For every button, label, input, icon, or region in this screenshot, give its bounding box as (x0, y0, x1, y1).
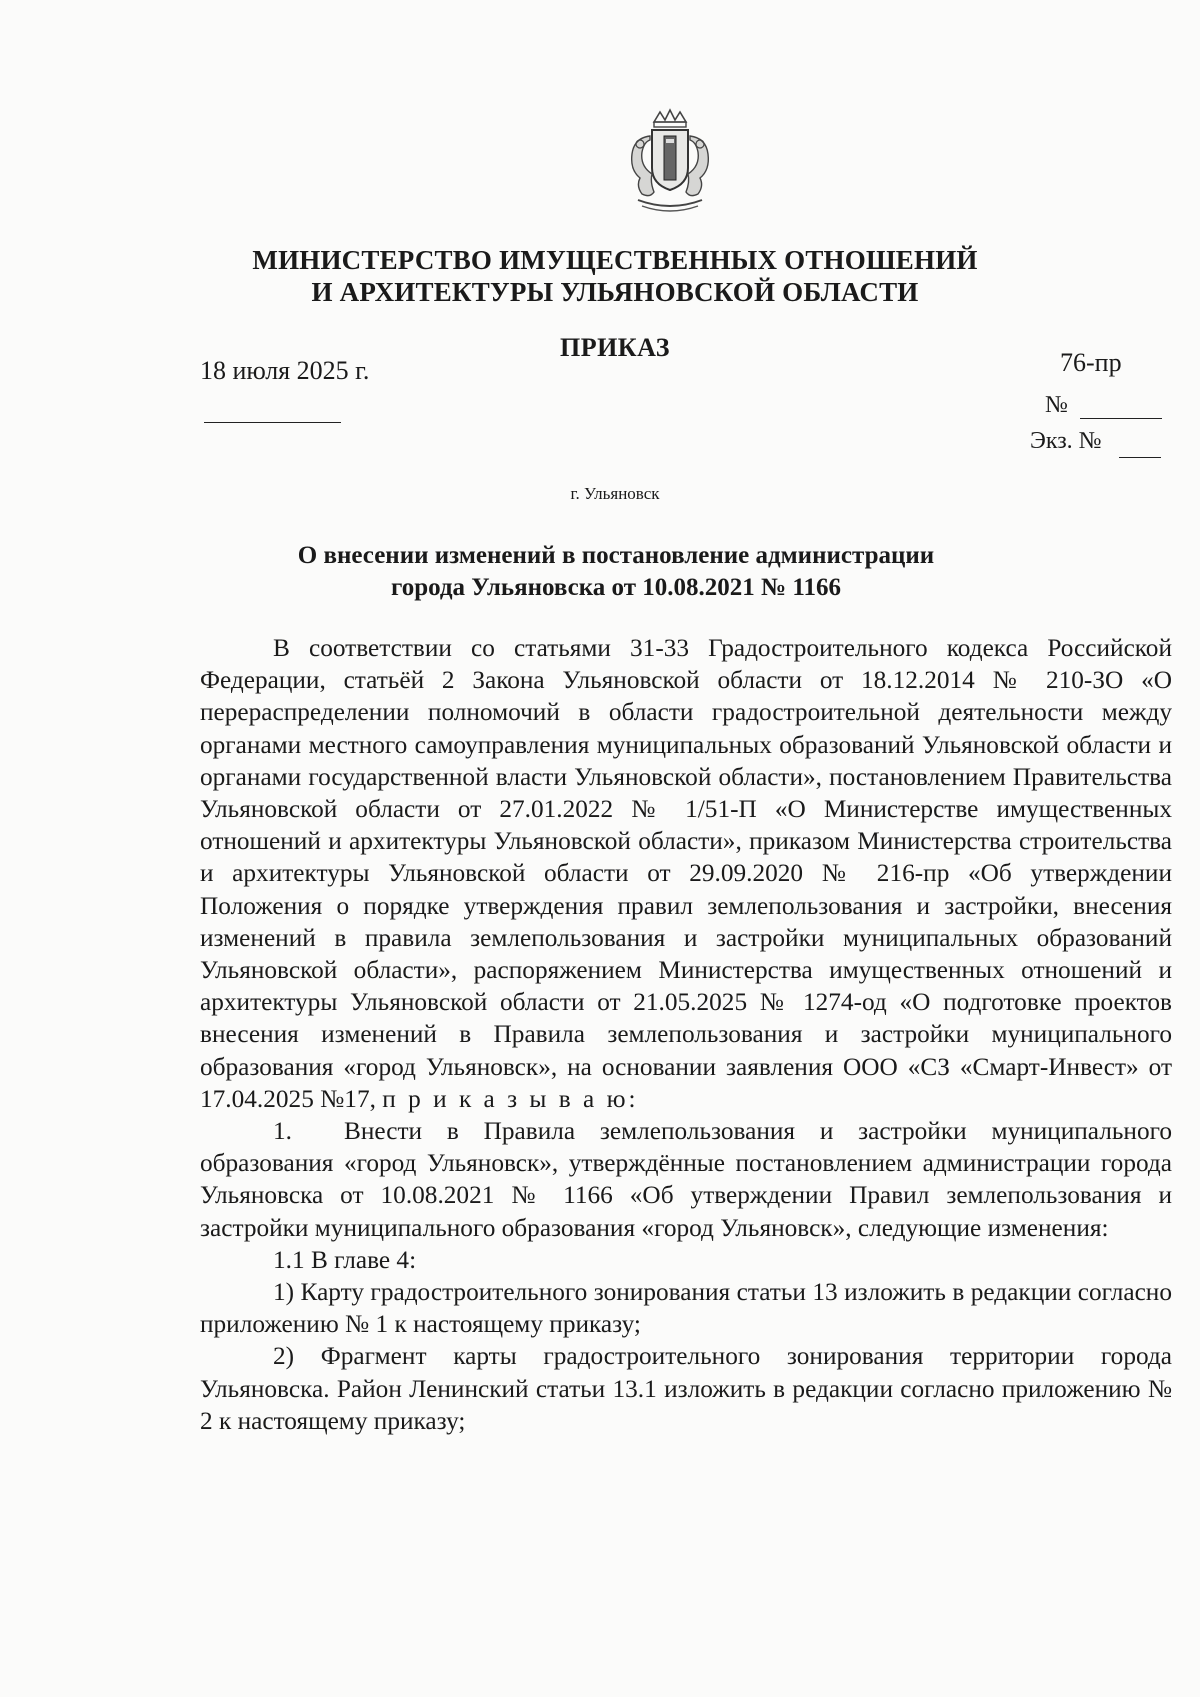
ministry-name-line1: МИНИСТЕРСТВО ИМУЩЕСТВЕННЫХ ОТНОШЕНИЙ (252, 245, 978, 275)
coat-of-arms-emblem (620, 108, 720, 216)
preamble-paragraph (200, 632, 1172, 1115)
subitem-2-paragraph: 2) Фрагмент карты градостроительного зонирования территории города Ульяновска. Район Ленинский статьи 13.1 изложить в редакции согласно приложению № 2 к настоящему приказу; (200, 1342, 1172, 1435)
item-1-1-paragraph: 1.1 В главе 4: (273, 1245, 417, 1274)
document-type: ПРИКАЗ (559, 333, 671, 362)
document-date: 18 июля 2025 г. (200, 356, 370, 385)
number-label: № (1045, 392, 1068, 418)
document-number: 76-пр (1060, 348, 1122, 377)
item-1-number: 1. (273, 1117, 292, 1146)
subject-line1: О внесении изменений в постановление администрации (297, 542, 935, 569)
subitem-1-paragraph: 1) Карту градостроительного зонирования статьи 13 изложить в редакции согласно приложению № 1 к настоящему приказу; (200, 1278, 1172, 1339)
copy-number-label: Экз. № (1030, 428, 1102, 454)
item-1-text: Внести в Правила землепользования и застройки муниципального образования «город Ульяновск», утверждённые постановлением администрации города Ульяновска от 10.08.2021 № 1166 «Об утверждении Правил землепользования и застройки муниципального образования «город Ульяновск», следующие изменения: (200, 1117, 1172, 1242)
number-underline (1080, 418, 1162, 419)
command-word: п р и к а з ы в а ю: (382, 1084, 639, 1113)
subject-line2: города Ульяновска от 10.08.2021 № 1166 (390, 574, 841, 601)
copy-number-underline (1119, 457, 1161, 458)
date-underline (204, 422, 341, 423)
city-name: г. Ульяновск (570, 484, 660, 503)
item-1-paragraph (200, 1115, 1172, 1244)
ministry-name-line2: И АРХИТЕКТУРЫ УЛЬЯНОВСКОЙ ОБЛАСТИ (311, 277, 919, 307)
document-body (200, 632, 1172, 1437)
preamble-text: В соответствии со статьями 31-33 Градостроительного кодекса Российской Федерации, статьёй 2 Закона Ульяновской области от 18.12.2014 № 210-ЗО «О перераспределении полномочий в области градостроительной деятельности между органами местного самоуправления муниципальных образований Ульяновской области и органами государственной власти Ульяновской области», постановлением Правительства Ульяновской области от 27.01.2022 № 1/51-П «О Министерстве имущественных отношений и архитектуры Ульяновской области», приказом Министерства строительства и архитектуры Ульяновской области от 29.09.2020 № 216-пр «Об утверждении Положения о порядке утверждения правил землепользования и застройки, внесения изменений в правила землепользования и застройки муниципальных образований Ульяновской области», распоряжением Министерства имущественных отношений и архитектуры Ульяновской области от 21.05.2025 № 1274-од «О подготовке проектов внесения изменений в Правила землепользования и застройки муниципального образования «город Ульяновск», на основании заявления ООО «СЗ «Смарт-Инвест» от 17.04.2025 №17, (200, 634, 1172, 1113)
